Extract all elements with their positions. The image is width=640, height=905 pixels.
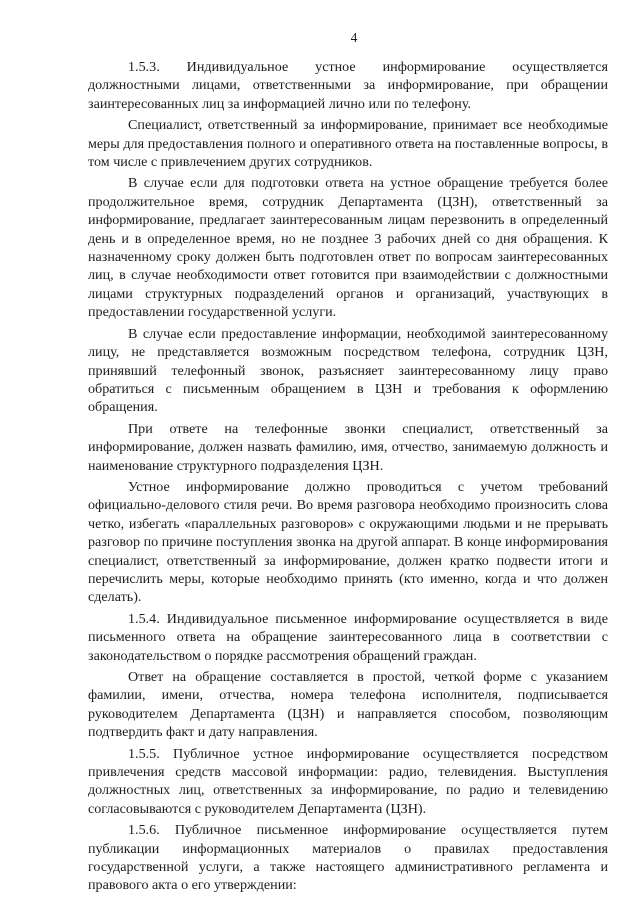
paragraph-response-form: Ответ на обращение составляется в простой, четкой форме с указанием фамилии, имени, отчества, номера телефона исполнителя, подписывается руководителем Департамента (ЦЗН) и направляется способом, позволяющим подтвердить факт и дату направления. [88, 669, 608, 741]
paragraph-speech-style: Устное информирование должно проводиться с учетом требований официально-делового стиля речи. Во время разговора необходимо произносить слова четко, избегать «параллельных разговоров» с окружающими людьми и не прерывать разговор по причине поступления звонка на другой аппарат. В конце информирования специалист, ответственный за информирование, должен кратко подвести итоги и перечислить меры, которые необходимо принять (кто именно, когда и что должен сделать). [88, 478, 608, 606]
paragraph-callback: В случае если для подготовки ответа на устное обращение требуется более продолжительное время, сотрудник Департамента (ЦЗН), ответственный за информирование, предлагает заинтересованным лицам перезвонить в определенный день и в определенное время, но не позднее 3 рабочих дней со дня обращения. К назначенному сроку должен быть подготовлен ответ по вопросам заинтересованных лиц, в случае необходимости ответ готовится при взаимодействии с должностными лицами структурных подразделений органов и организаций, участвующих в предоставлении государственной услуги. [88, 175, 608, 321]
paragraph-1-5-6: 1.5.6. Публичное письменное информирование осуществляется путем публикации информационных материалов о правилах предоставления государственной услуги, а также настоящего административного регламента и правового акта о его утверждении: [88, 822, 608, 894]
paragraph-phone-answer: При ответе на телефонные звонки специалист, ответственный за информирование, должен назвать фамилию, имя, отчество, занимаемую должность и наименование структурного подразделения ЦЗН. [88, 420, 608, 474]
paragraph-written-request-right: В случае если предоставление информации, необходимой заинтересованному лицу, не представляется возможным посредством телефона, сотрудник ЦЗН, принявший телефонный звонок, разъясняет заинтересованному лицу право обратиться с письменным обращением в ЦЗН и требования к оформлению обращения. [88, 325, 608, 416]
paragraph-1-5-5: 1.5.5. Публичное устное информирование осуществляется посредством привлечения средств массовой информации: радио, телевидения. Выступления должностных лиц, ответственных за информирование, по радио и телевидению согласовываются с руководителем Департамента (ЦЗН). [88, 745, 608, 817]
paragraph-specialist-measures: Специалист, ответственный за информирование, принимает все необходимые меры для предоставления полного и оперативного ответа на поставленные вопросы, в том числе с привлечением других сотрудников. [88, 117, 608, 171]
paragraph-1-5-4: 1.5.4. Индивидуальное письменное информирование осуществляется в виде письменного ответа на обращение заинтересованного лица в соответствии с законодательством о порядке рассмотрения обращений граждан. [88, 610, 608, 664]
page-number: 4 [350, 30, 358, 45]
paragraph-1-5-3: 1.5.3. Индивидуальное устное информирование осуществляется должностными лицами, ответственными за информирование, при обращении заинтересованных лиц за информацией лично или по телефону. [88, 59, 608, 112]
